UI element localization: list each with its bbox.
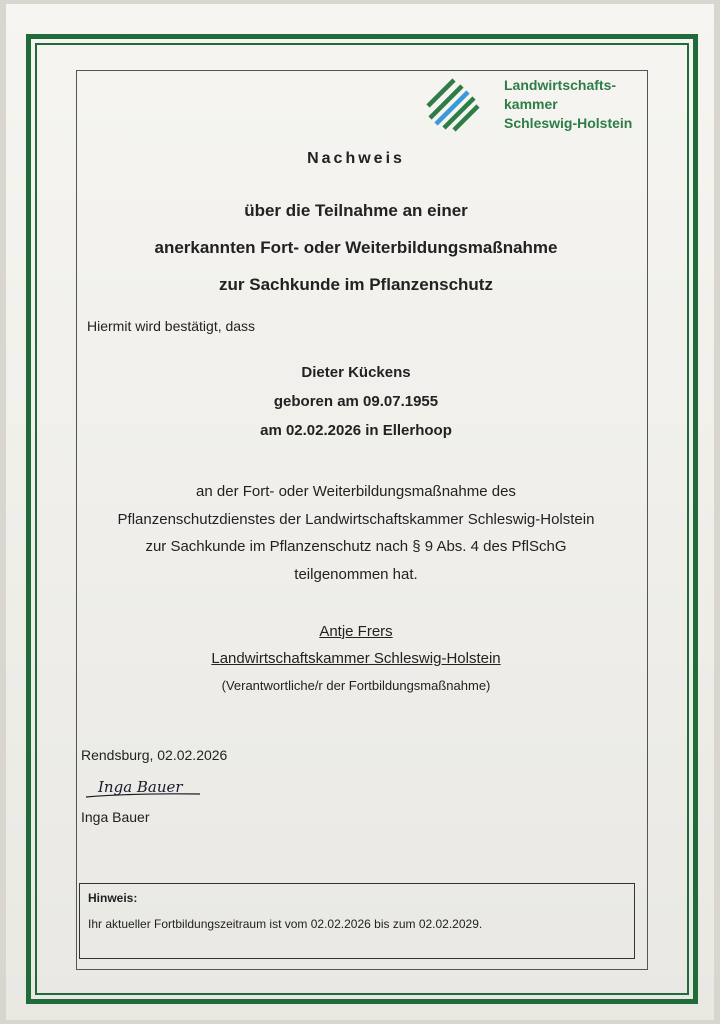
responsible-role: (Verantwortliche/r der Fortbildungsmaßnahme) [221, 678, 491, 693]
note-text: Ihr aktueller Fortbildungszeitraum ist vom 02.02.2026 bis zum 02.02.2029. [88, 917, 483, 931]
participant-birth: geboren am 09.07.1955 [273, 393, 439, 410]
description-line: an der Fort- oder Weiterbildungsmaßnahme des [196, 483, 516, 500]
description-line: Pflanzenschutzdienstes der Landwirtschaftskammer Schleswig-Holstein [117, 510, 595, 528]
description-line: zur Sachkunde im Pflanzenschutz nach § 9 Abs. 4 des PflSchG [145, 538, 567, 555]
organization-name [504, 76, 632, 133]
participant-block [70, 358, 642, 445]
course-date-place: am 02.02.2026 in Ellerhoop [260, 422, 452, 439]
svg-text:Inga Bauer: Inga Bauer [98, 778, 183, 796]
handwritten-signature [84, 775, 202, 803]
subtitle-line: über die Teilnahme an einer [244, 201, 468, 220]
certificate-title: Nachweis [307, 150, 405, 167]
responsible-organization: Landwirtschaftskammer Schleswig-Holstein [211, 650, 501, 667]
certificate-subtitle [70, 192, 642, 303]
organization-line: Landwirtschafts- [504, 77, 617, 93]
subtitle-line: zur Sachkunde im Pflanzenschutz [219, 275, 493, 294]
organization-line: Schleswig-Holstein [504, 115, 633, 131]
signer-name: Inga Bauer [81, 809, 150, 825]
responsible-name: Antje Frers [319, 623, 393, 640]
description-line: teilgenommen hat. [294, 565, 418, 583]
responsible-block [70, 618, 642, 699]
note-title: Hinweis: [88, 891, 138, 905]
chamber-logo-icon [424, 76, 480, 134]
course-description [70, 478, 642, 588]
participant-name: Dieter Kückens [301, 364, 411, 381]
subtitle-line: anerkannten Fort- oder Weiterbildungsmaßnahme [154, 238, 558, 257]
note-box [79, 883, 635, 959]
place-date: Rendsburg, 02.02.2026 [81, 747, 228, 763]
confirmation-text: Hiermit wird bestätigt, dass [87, 318, 256, 334]
organization-line: kammer [504, 96, 558, 112]
